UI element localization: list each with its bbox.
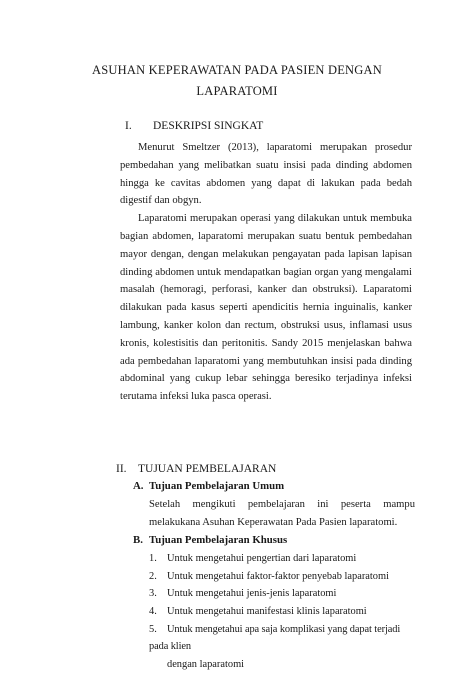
list-item-number: 3. bbox=[149, 588, 157, 600]
subsection-a-text: Setelah mengikuti pembelajaran ini peserta mampu melakukana Asuhan Keperawatan Pada Pasien laparatomi. bbox=[149, 498, 415, 528]
list-item-text: Untuk mengetahui jenis-jenis laparatomi bbox=[167, 588, 337, 600]
list-item-text: Untuk mengetahui manifestasi klinis laparatomi bbox=[167, 605, 367, 617]
subsection-a-title: Tujuan Pembelajaran Umum bbox=[149, 480, 285, 492]
list-item-text: Untuk mengetahui apa saja komplikasi yang dapat terjadi pada klien bbox=[149, 623, 401, 653]
list-item-number: 2. bbox=[149, 570, 157, 582]
section-1-paragraph-1: Menurut Smeltzer (2013), laparatomi merupakan prosedur pembedahan yang melibatkan suatu insisi pada dinding abdomen hingga ke cavitas abdomen yang dapat di lakukan pada bedah digestif dan obgyn. bbox=[120, 142, 412, 207]
section-2-heading bbox=[116, 463, 276, 475]
subsection-a-heading bbox=[133, 478, 415, 496]
document-title-line-1: ASUHAN KEPERAWATAN PADA PASIEN DENGAN bbox=[92, 63, 382, 77]
subsection-a-letter: A. bbox=[133, 480, 144, 492]
section-1-heading bbox=[125, 120, 263, 132]
document-title-line-2: LAPARATOMI bbox=[196, 84, 278, 98]
section-1-paragraph-2: Laparatomi merupakan operasi yang dilakukan untuk membuka bagian abdomen, laparatomi merupakan suatu bentuk pembedahan mayor dengan, dengan melakukan pengayatan pada lapisan lapisan dinding abdomen untuk mendapatkan bagian organ yang mengalami masalah (hemoragi, perforasi, kanker dan obstruksi). Laparatomi dilakukan pada kasus seperti apendicitis hernia inguinalis, kanker lambung, kanker kolon dan rectum, obstruksi usus, inflamasi usus kronis, kolestisitis dan peritonitis. Sandy 2015 menjelaskan bahwa ada pembedahan laparatomi yang membutuhkan insisi pada dinding abdominal yang cukup lebar sehingga beresiko terjadinya infeksi terutama infeksi luka pasca operasi. bbox=[120, 213, 412, 403]
list-item-continuation: dengan laparatomi bbox=[167, 658, 245, 670]
objectives-list bbox=[149, 550, 415, 673]
section-1-title: DESKRIPSI SINGKAT bbox=[153, 120, 264, 132]
section-1-body bbox=[120, 139, 412, 406]
list-item-text: Untuk mengetahui faktor-faktor penyebab laparatomi bbox=[167, 570, 389, 582]
list-item-number: 5. bbox=[149, 623, 157, 635]
subsection-b-title: Tujuan Pembelajaran Khusus bbox=[149, 534, 288, 547]
list-item-number: 4. bbox=[149, 605, 157, 617]
list-item bbox=[149, 585, 415, 603]
subsection-b-letter: B. bbox=[133, 534, 143, 547]
section-2-body bbox=[133, 478, 415, 673]
list-item bbox=[149, 550, 415, 568]
section-1-number: I. bbox=[125, 120, 132, 132]
list-item-text: Untuk mengetahui pengertian dari laparatomi bbox=[167, 553, 357, 565]
section-2-title: TUJUAN PEMBELAJARAN bbox=[138, 463, 277, 475]
list-item bbox=[149, 621, 415, 673]
list-item-number: 1. bbox=[149, 553, 157, 565]
list-item bbox=[149, 603, 415, 621]
subsection-b-heading bbox=[133, 532, 415, 550]
list-item bbox=[149, 568, 415, 586]
section-2-number: II. bbox=[116, 463, 127, 475]
